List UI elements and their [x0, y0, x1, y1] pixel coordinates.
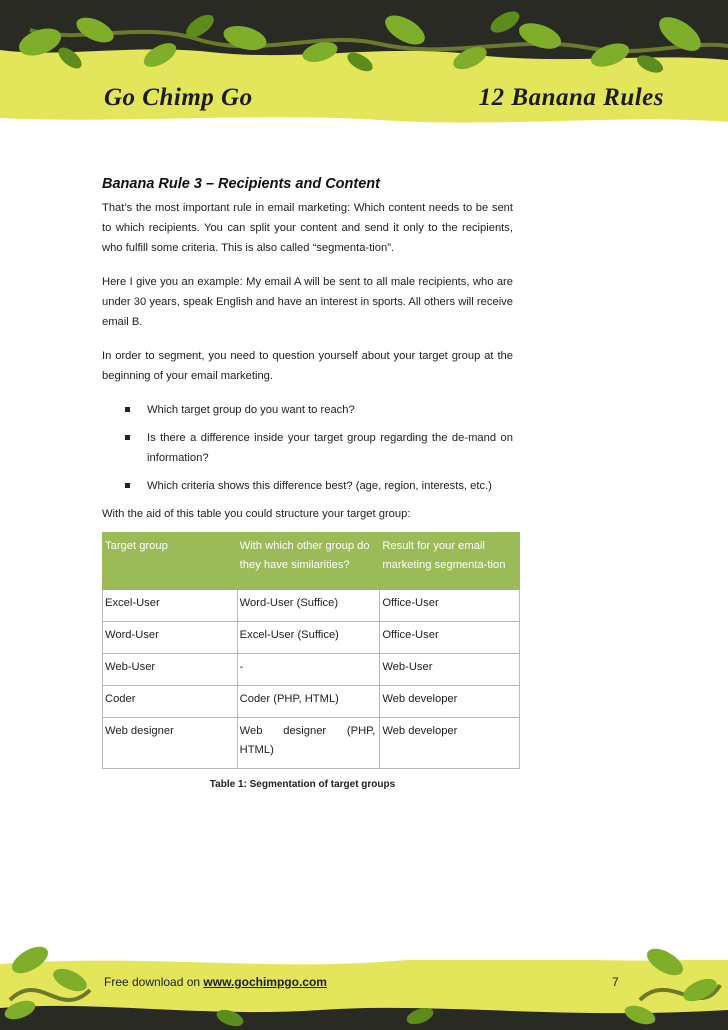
- table-cell: Web developer: [380, 686, 520, 718]
- table-cell: Word-User: [103, 622, 238, 654]
- table-row: [103, 686, 520, 718]
- column-header: With which other group do they have similarities?: [237, 533, 380, 590]
- bullet-item: Which criteria shows this difference best? (age, region, interests, etc.): [102, 476, 513, 496]
- table-row: [103, 718, 520, 769]
- table-cell: Excel-User (Suffice): [237, 622, 380, 654]
- table-cell: Web designer: [103, 718, 238, 769]
- table-cell: Office-User: [380, 590, 520, 622]
- table-cell: Office-User: [380, 622, 520, 654]
- paragraph: In order to segment, you need to question yourself about your target group at the beginning of your email marketing.: [102, 350, 513, 382]
- paragraph: That’s the most important rule in email marketing: Which content needs to be sent to which recipients. You can split your content and send it only to the recipients, who fulfill some criteria. This is also called “segmenta-tion”.: [102, 202, 513, 254]
- document-title: 12 Banana Rules: [478, 84, 664, 111]
- brand-logo-text: Go Chimp Go: [104, 84, 253, 111]
- table-row: [103, 590, 520, 622]
- bullet-list: [102, 400, 513, 496]
- paragraph: Here I give you an example: My email A will be sent to all male recipients, who are under 30 years, speak English and have an interest in sports. All others will receive email B.: [102, 276, 513, 328]
- table-cell: -: [237, 654, 380, 686]
- page-header: [0, 0, 728, 140]
- footer-download-text: [104, 975, 327, 989]
- table-cell: Web designer (PHP, HTML): [237, 718, 380, 769]
- column-header: Result for your email marketing segmenta-tion: [380, 533, 520, 590]
- table-cell: Web-User: [103, 654, 238, 686]
- column-header: Target group: [103, 533, 238, 590]
- segmentation-table: [102, 532, 520, 769]
- table-cell: Web developer: [380, 718, 520, 769]
- table-row: [103, 622, 520, 654]
- website-link[interactable]: www.gochimpgo.com: [203, 975, 327, 989]
- page-footer: [0, 930, 728, 1030]
- section-heading: Banana Rule 3 – Recipients and Content: [102, 176, 380, 192]
- table-intro: With the aid of this table you could structure your target group:: [102, 508, 411, 520]
- page-number: 7: [612, 975, 619, 989]
- table-cell: Coder (PHP, HTML): [237, 686, 380, 718]
- bullet-item: Is there a difference inside your target group regarding the de-mand on information?: [102, 428, 513, 468]
- table-caption: Table 1: Segmentation of target groups: [209, 779, 396, 790]
- table-cell: Excel-User: [103, 590, 238, 622]
- table-cell: Coder: [103, 686, 238, 718]
- table-cell: Web-User: [380, 654, 520, 686]
- main-content: [102, 176, 513, 790]
- table-row: [103, 654, 520, 686]
- table-cell: Word-User (Suffice): [237, 590, 380, 622]
- footer-prefix: Free download on: [104, 975, 204, 989]
- table-header-row: [103, 533, 520, 590]
- jungle-header-illustration: [0, 0, 728, 140]
- bullet-item: Which target group do you want to reach?: [102, 400, 513, 420]
